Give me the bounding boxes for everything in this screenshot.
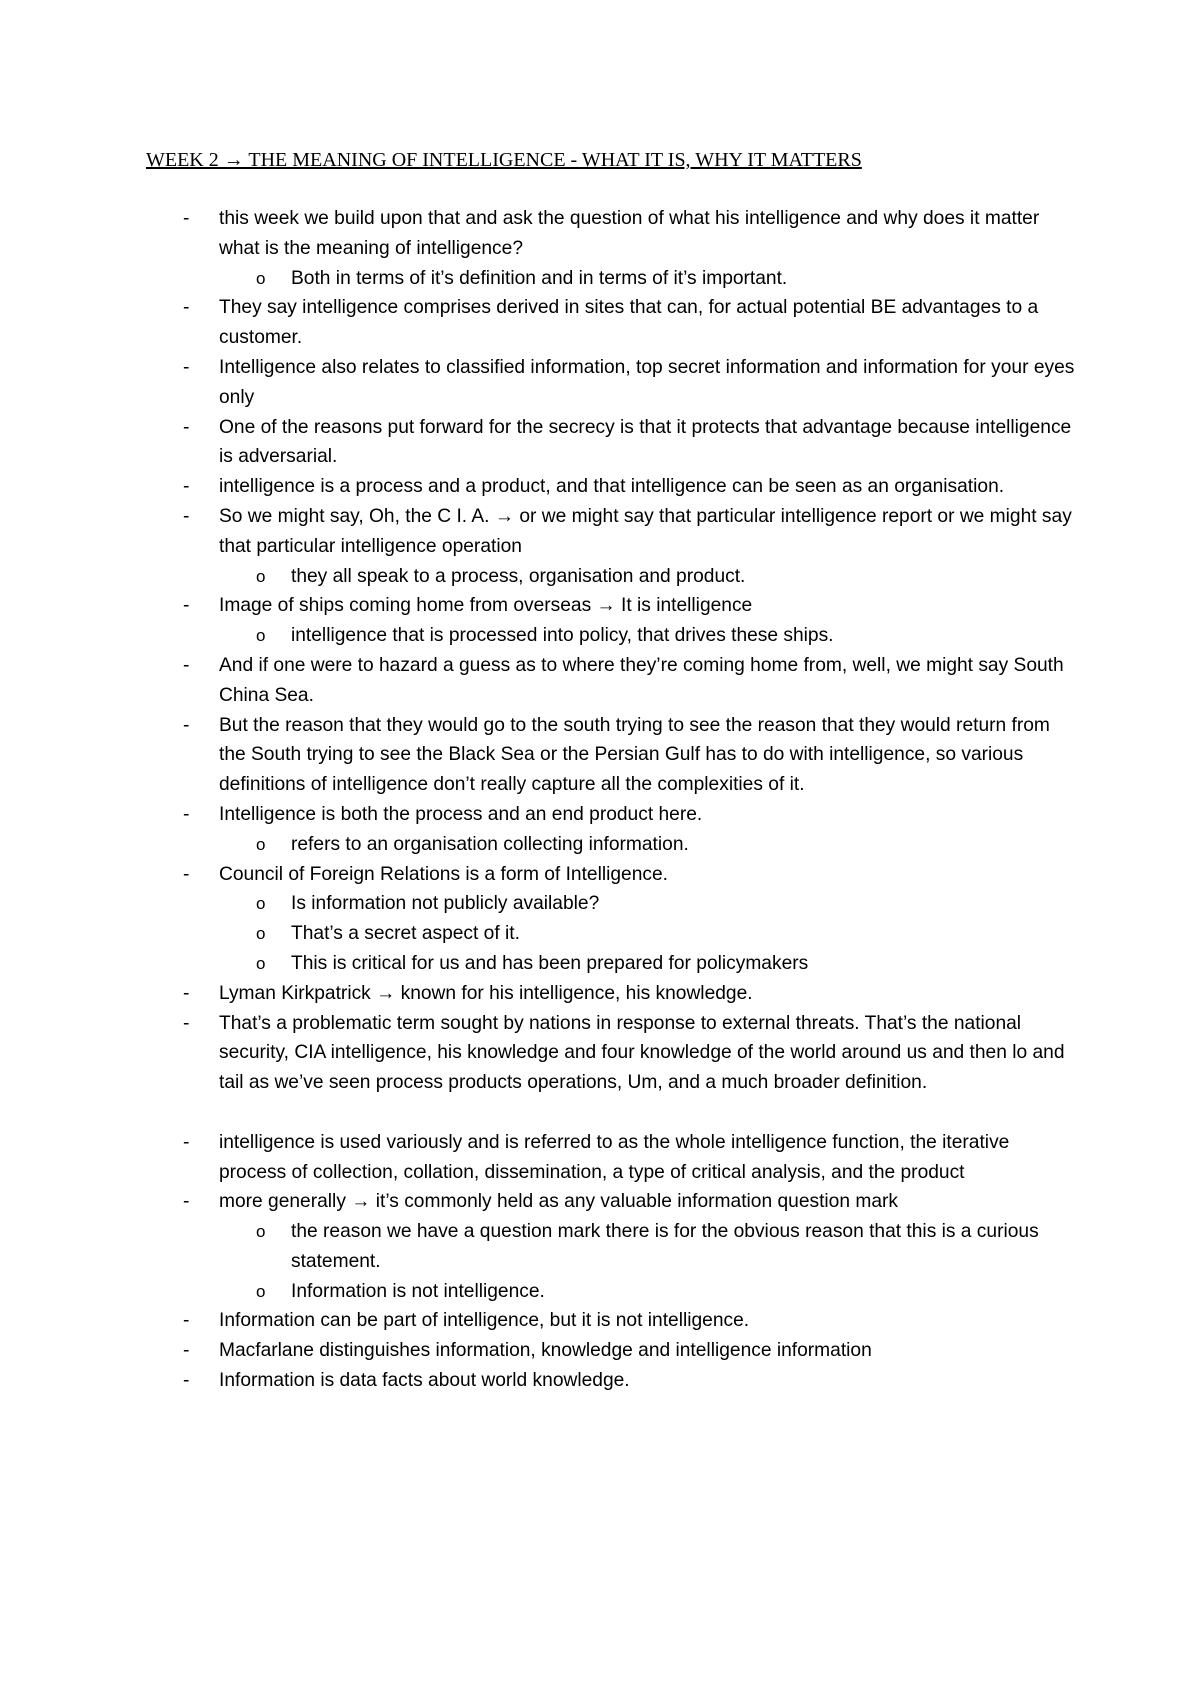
list-item [146, 1306, 1076, 1336]
list-item [146, 860, 1076, 890]
list-item-text: Both in terms of it’s definition and in terms of it’s important. [291, 267, 788, 289]
list-item-text: Information is not intelligence. [291, 1280, 545, 1302]
dash-bullet-marker: - [183, 1370, 190, 1392]
sub-list-item [146, 562, 1076, 592]
list-item-text: Information can be part of intelligence, but it is not intelligence. [219, 1310, 750, 1332]
page-title: WEEK 2 → THE MEANING OF INTELLIGENCE - WHAT IT IS, WHY IT MATTERS [146, 149, 862, 171]
list-item-text: they all speak to a process, organisation and product. [291, 565, 746, 587]
list-item-text: And if one were to hazard a guess as to where they’re coming home from, well, we might say South China Sea. [219, 654, 1064, 706]
list-item-text: Macfarlane distinguishes information, knowledge and intelligence information [219, 1340, 872, 1362]
list-item [146, 502, 1076, 562]
list-item-text: Intelligence is both the process and an end product here. [219, 803, 703, 825]
list-item-text: intelligence is used variously and is referred to as the whole intelligence function, the iterative process of collection, collation, dissemination, a type of critical analysis, and the product [219, 1131, 1010, 1183]
list-item-text: refers to an organisation collecting information. [291, 833, 689, 855]
list-item-text: intelligence that is processed into policy, that drives these ships. [291, 625, 834, 647]
sub-list-item [146, 1217, 1076, 1277]
list-item [146, 1009, 1076, 1098]
list-item [146, 1336, 1076, 1366]
list-item [146, 353, 1076, 413]
dash-bullet-marker: - [183, 505, 190, 527]
list-item-text: Lyman Kirkpatrick → known for his intelligence, his knowledge. [219, 982, 753, 1004]
sub-list-item [146, 889, 1076, 919]
dash-bullet-marker: - [183, 1191, 190, 1213]
list-item [146, 472, 1076, 502]
dash-bullet-marker: - [183, 416, 190, 438]
sub-list-item [146, 949, 1076, 979]
dash-bullet-marker: - [183, 1012, 190, 1034]
dash-bullet-marker: - [183, 1310, 190, 1332]
list-item-text: more generally → it’s commonly held as any valuable information question mark [219, 1191, 898, 1213]
list-item [146, 591, 1076, 621]
circle-bullet-marker: o [256, 1222, 266, 1242]
list-item [146, 651, 1076, 711]
circle-bullet-marker: o [256, 626, 266, 646]
circle-bullet-marker: o [256, 924, 266, 944]
dash-bullet-marker: - [183, 356, 190, 378]
dash-bullet-marker: - [183, 654, 190, 676]
list-item-text: Intelligence also relates to classified information, top secret information and information for your eyes only [219, 356, 1075, 408]
notes-list [146, 204, 1076, 1396]
list-item-text: Is information not publicly available? [291, 893, 600, 915]
list-item-text: But the reason that they would go to the south trying to see the reason that they would return from the South trying to see the Black Sea or the Persian Gulf has to do with intelligence, so various definitions of intelligence don’t really capture all the complexities of it. [219, 714, 1050, 796]
list-item [146, 413, 1076, 473]
dash-bullet-marker: - [183, 714, 190, 736]
list-item [146, 979, 1076, 1009]
list-item [146, 711, 1076, 800]
list-item [146, 1128, 1076, 1188]
dash-bullet-marker: - [183, 297, 190, 319]
list-item [146, 1187, 1076, 1217]
circle-bullet-marker: o [256, 834, 266, 854]
list-item-text: That’s a problematic term sought by nations in response to external threats. That’s the national security, CIA intelligence, his knowledge and four knowledge of the world around us and then lo and tail as we’ve seen process products operations, Um, and a much broader definition. [219, 1012, 1065, 1094]
circle-bullet-marker: o [256, 566, 266, 586]
list-item-text: this week we build upon that and ask the question of what his intelligence and why does it matter what is the meaning of intelligence? [219, 208, 1040, 259]
list-item-text: They say intelligence comprises derived in sites that can, for actual potential BE advantages to a customer. [219, 297, 1039, 349]
sub-list-item [146, 264, 1076, 294]
dash-bullet-marker: - [183, 208, 190, 229]
circle-bullet-marker: o [256, 894, 266, 914]
sub-list-item [146, 1277, 1076, 1307]
dash-bullet-marker: - [183, 803, 190, 825]
sub-list-item [146, 830, 1076, 860]
dash-bullet-marker: - [183, 982, 190, 1004]
dash-bullet-marker: - [183, 863, 190, 885]
list-item-text: Information is data facts about world knowledge. [219, 1370, 630, 1392]
list-item-text: This is critical for us and has been prepared for policymakers [291, 952, 809, 974]
list-item [146, 293, 1076, 353]
circle-bullet-marker: o [256, 1281, 266, 1301]
dash-bullet-marker: - [183, 1131, 190, 1153]
list-item-text: That’s a secret aspect of it. [291, 923, 520, 945]
list-item-text: Council of Foreign Relations is a form of Intelligence. [219, 863, 668, 885]
circle-bullet-marker: o [256, 953, 266, 973]
list-item [146, 204, 1076, 264]
list-item-text: Image of ships coming home from overseas → It is intelligence [219, 595, 753, 617]
list-item [146, 1366, 1076, 1396]
dash-bullet-marker: - [183, 595, 190, 617]
sub-list-item [146, 621, 1076, 651]
list-item-text: One of the reasons put forward for the secrecy is that it protects that advantage because intelligence is adversarial. [219, 416, 1072, 468]
list-item [146, 800, 1076, 830]
list-item-text: So we might say, Oh, the C I. A. → or we might say that particular intelligence report or we might say that particular intelligence operation [219, 505, 1072, 557]
circle-bullet-marker: o [256, 268, 266, 288]
dash-bullet-marker: - [183, 1340, 190, 1362]
list-item-text: the reason we have a question mark there is for the obvious reason that this is a curious statement. [291, 1221, 1039, 1272]
dash-bullet-marker: - [183, 476, 190, 498]
list-item-text: intelligence is a process and a product, and that intelligence can be seen as an organisation. [219, 476, 1005, 498]
sub-list-item [146, 919, 1076, 949]
